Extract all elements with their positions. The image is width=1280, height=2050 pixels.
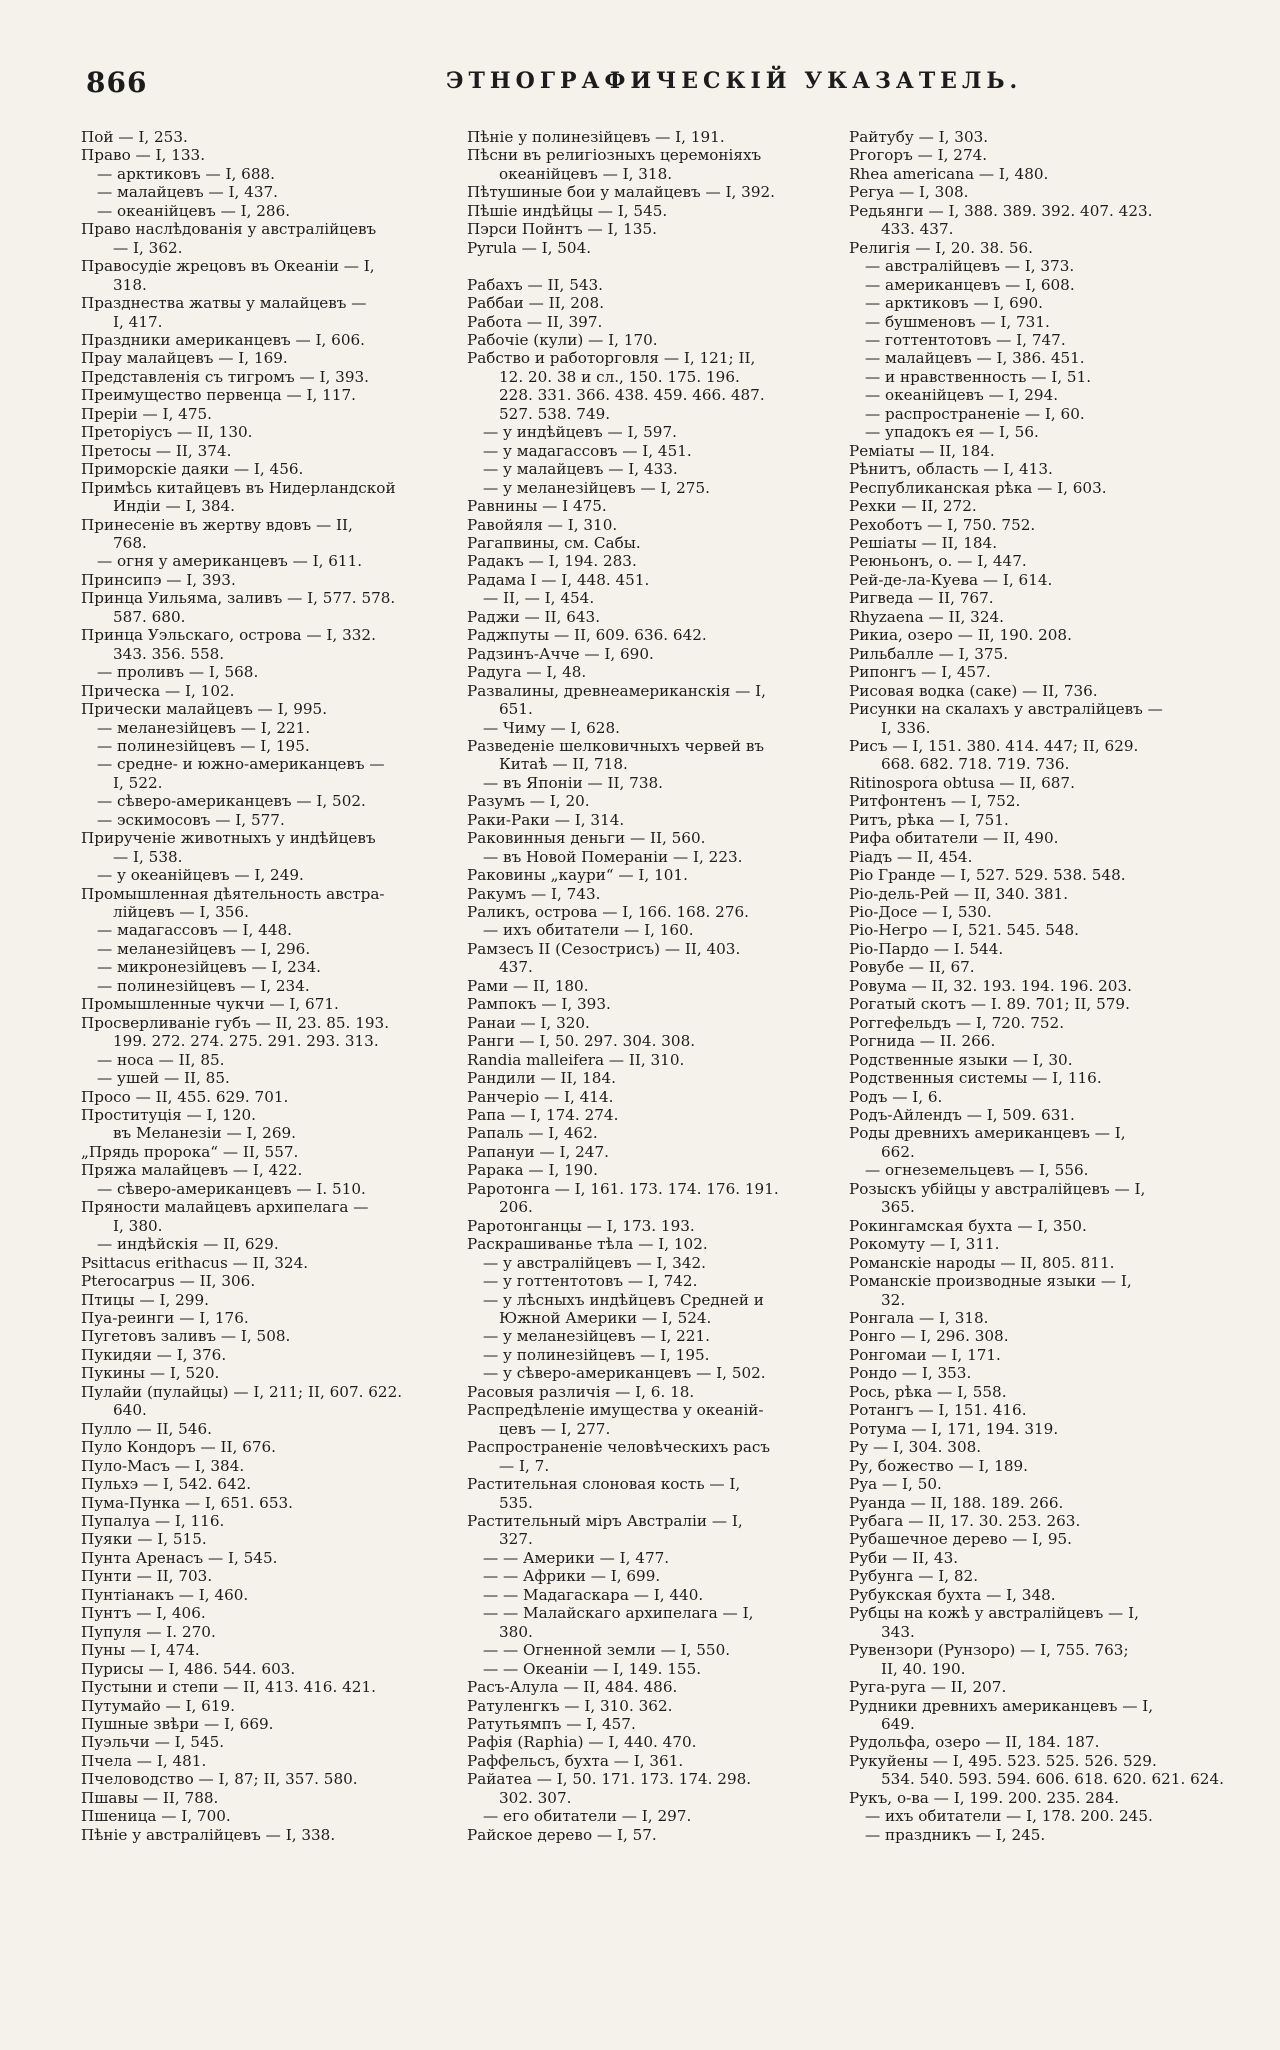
- index-entry: Пчеловодство — I, 87; II, 357. 580.: [81, 1770, 358, 1789]
- index-entry: Пуяки — I, 515.: [81, 1530, 207, 1549]
- index-entry: Преріи — I, 475.: [81, 404, 212, 423]
- index-entry: Рукуйены — I, 495. 523. 525. 526. 529.: [849, 1751, 1157, 1770]
- index-subentry: — сѣверо-американцевъ — I, 502.: [97, 792, 366, 811]
- index-entry: Рисъ — I, 151. 380. 414. 447; II, 629.: [849, 736, 1139, 755]
- index-subentry: — меланезійцевъ — I, 296.: [97, 939, 311, 958]
- index-entry-continuation: Китаѣ — II, 718.: [499, 755, 628, 774]
- index-entry: Рафія (Raphia) — I, 440. 470.: [467, 1733, 697, 1752]
- index-entry: Регуа — I, 308.: [849, 183, 969, 202]
- index-entry: Раскрашиванье тѣла — I, 102.: [467, 1235, 708, 1254]
- index-entry: Рабахъ — II, 543.: [467, 275, 604, 294]
- index-subentry: — Чиму — I, 628.: [483, 718, 620, 737]
- index-entry: Ритъ, рѣка — I, 751.: [849, 810, 1009, 829]
- index-entry: Пушные звѣри — I, 669.: [81, 1714, 274, 1733]
- index-entry-continuation: 534. 540. 593. 594. 606. 618. 620. 621. 624.: [881, 1770, 1224, 1789]
- index-entry: Randia malleifera — II, 310.: [467, 1050, 685, 1069]
- index-entry: Развалины, древнеамериканскія — I,: [467, 681, 766, 700]
- index-entry: Радакъ — I, 194. 283.: [467, 552, 637, 571]
- index-entry: Расовыя различія — I, 6. 18.: [467, 1382, 695, 1401]
- index-entry: Раковинныя деньги — II, 560.: [467, 829, 706, 848]
- page-header: [86, 66, 1206, 106]
- index-entry: Рипонгъ — I, 457.: [849, 663, 991, 682]
- index-entry: Пчела — I, 481.: [81, 1751, 207, 1770]
- index-entry-continuation: цевъ — I, 277.: [499, 1419, 611, 1438]
- index-entry: Рогатый скотъ — I. 89. 701; II, 579.: [849, 995, 1130, 1014]
- index-entry: Раротонганцы — I, 173. 193.: [467, 1216, 695, 1235]
- index-entry-continuation: 437.: [499, 958, 533, 977]
- index-entry-continuation: 535.: [499, 1493, 533, 1512]
- index-subentry: — у океанійцевъ — I, 249.: [97, 866, 304, 885]
- index-entry: Принесеніе въ жертву вдовъ — II,: [81, 515, 353, 534]
- index-entry: Ровума — II, 32. 193. 194. 196. 203.: [849, 976, 1132, 995]
- index-entry: Реміаты — II, 184.: [849, 441, 995, 460]
- index-subentry: — полинезійцевъ — I, 195.: [97, 736, 310, 755]
- index-subentry: — ушей — II, 85.: [97, 1069, 230, 1088]
- index-entry: Просверливаніе губъ — II, 23. 85. 193.: [81, 1013, 390, 1032]
- index-subentry: — упадокъ ея — I, 56.: [865, 423, 1039, 442]
- index-subentry: — — Америки — I, 477.: [483, 1548, 670, 1567]
- index-entry: Руанда — II, 188. 189. 266.: [849, 1493, 1064, 1512]
- index-entry: Rhyzaena — II, 324.: [849, 607, 1004, 626]
- index-entry: Пупалуа — I, 116.: [81, 1511, 225, 1530]
- index-entry: Пѣшіе индѣйцы — I, 545.: [467, 201, 668, 220]
- index-entry: Ранчеріо — I, 414.: [467, 1087, 614, 1106]
- index-entry: Ру — I, 304. 308.: [849, 1438, 982, 1457]
- index-entry: Расъ-Алула — II, 484. 486.: [467, 1678, 678, 1697]
- index-entry: Райское дерево — I, 57.: [467, 1825, 657, 1844]
- index-entry-continuation: 768.: [113, 533, 147, 552]
- index-entry: Рисунки на скалахъ у австралійцевъ —: [849, 700, 1163, 719]
- index-entry: Пѣніе у полинезійцевъ — I, 191.: [467, 128, 725, 146]
- index-subentry: — и нравственность — I, 51.: [865, 367, 1092, 386]
- index-entry: Проституція — I, 120.: [81, 1106, 256, 1125]
- index-entry: Пустыни и степи — II, 413. 416. 421.: [81, 1678, 376, 1697]
- index-subentry: — въ Японіи — II, 738.: [483, 773, 664, 792]
- index-subentry: — — Океаніи — I, 149. 155.: [483, 1659, 702, 1678]
- index-entry: Принца Уэльскаго, острова — I, 332.: [81, 626, 376, 645]
- index-entry-continuation: 587. 680.: [113, 607, 186, 626]
- index-entry: Ритфонтенъ — I, 752.: [849, 792, 1021, 811]
- index-subentry: — бушменовъ — I, 731.: [865, 312, 1050, 331]
- index-entry: Пума-Пунка — I, 651. 653.: [81, 1493, 293, 1512]
- index-entry-continuation: I, 336.: [881, 718, 931, 737]
- index-subentry: — арктиковъ — I, 688.: [97, 164, 275, 183]
- index-entry: Ріо-Досе — I, 530.: [849, 903, 992, 922]
- index-entry: Пульхэ — I, 542. 642.: [81, 1475, 252, 1494]
- index-entry-continuation: 343. 356. 558.: [113, 644, 225, 663]
- index-entry: Ригведа — II, 767.: [849, 589, 994, 608]
- page-number: 866: [86, 66, 148, 99]
- index-entry: Рогнида — II. 266.: [849, 1032, 996, 1051]
- index-entry: Рудники древнихъ американцевъ — I,: [849, 1696, 1154, 1715]
- index-entry: Представленія съ тигромъ — I, 393.: [81, 367, 369, 386]
- index-entry: Ранаи — I, 320.: [467, 1013, 590, 1032]
- index-entry: Райатеа — I, 50. 171. 173. 174. 298.: [467, 1770, 752, 1789]
- index-entry: Растительная слоновая кость — I,: [467, 1475, 741, 1494]
- index-subentry: — у готтентотовъ — I, 742.: [483, 1272, 698, 1291]
- index-entry-continuation: Индіи — I, 384.: [113, 497, 236, 516]
- index-entry: Рамзесъ II (Сезострисъ) — II, 403.: [467, 939, 741, 958]
- index-entry: Пряности малайцевъ архипелага —: [81, 1198, 369, 1217]
- index-entry: Пунта Аренасъ — I, 545.: [81, 1548, 278, 1567]
- index-entry: Роды древнихъ американцевъ — I,: [849, 1124, 1126, 1143]
- index-entry-continuation: 668. 682. 718. 719. 736.: [881, 755, 1070, 774]
- index-entry: Рубашечное дерево — I, 95.: [849, 1530, 1072, 1549]
- index-entry: Руга-руга — II, 207.: [849, 1678, 1007, 1697]
- index-entry-continuation: лійцевъ — I, 356.: [113, 903, 249, 922]
- index-entry: Романскіе народы — II, 805. 811.: [849, 1253, 1115, 1272]
- index-entry: Пѣтушиные бои у малайцевъ — I, 392.: [467, 183, 775, 202]
- index-entry: Рабочіе (кули) — I, 170.: [467, 330, 658, 349]
- index-entry: Преторіусъ — II, 130.: [81, 423, 253, 442]
- index-entry: Пунтіанакъ — I, 460.: [81, 1585, 249, 1604]
- index-entry-continuation: 649.: [881, 1714, 915, 1733]
- index-entry-continuation: 527. 538. 749.: [499, 404, 611, 423]
- index-entry: Пунти — II, 703.: [81, 1567, 213, 1586]
- index-subentry: — океанійцевъ — I, 294.: [865, 386, 1059, 405]
- index-entry-continuation: 433. 437.: [881, 220, 954, 239]
- index-subentry: — австралійцевъ — I, 373.: [865, 257, 1075, 276]
- index-entry: Растительный міръ Австраліи — I,: [467, 1511, 743, 1530]
- index-entry-continuation: 327.: [499, 1530, 533, 1549]
- index-entry: Раббаи — II, 208.: [467, 294, 605, 313]
- index-entry: Разведеніе шелковичныхъ червей въ: [467, 736, 765, 755]
- index-subentry: — индѣйскія — II, 629.: [97, 1235, 279, 1254]
- index-subentry: — у меланезійцевъ — I, 275.: [483, 478, 710, 497]
- index-entry: Радзинъ-Ачче — I, 690.: [467, 644, 654, 663]
- index-entry: Раджи — II, 643.: [467, 607, 601, 626]
- index-subentry: — — Огненной земли — I, 550.: [483, 1641, 731, 1660]
- index-subentry: — распространеніе — I, 60.: [865, 404, 1085, 423]
- index-column-2: [467, 128, 845, 1844]
- index-entry: Рапаль — I, 462.: [467, 1124, 598, 1143]
- index-entry: Ротангъ — I, 151. 416.: [849, 1401, 1027, 1420]
- index-entry: Пой — I, 253.: [81, 128, 188, 146]
- index-subentry: — меланезійцевъ — I, 221.: [97, 718, 311, 737]
- index-subentry: — ихъ обитатели — I, 160.: [483, 921, 694, 940]
- index-entry-continuation: II, 40. 190.: [881, 1659, 966, 1678]
- index-entry: Ру, божество — I, 189.: [849, 1456, 1028, 1475]
- index-entry: Райтубу — I, 303.: [849, 128, 989, 146]
- index-subentry: — — Мадагаскара — I, 440.: [483, 1585, 704, 1604]
- index-entry: Раковины „каури“ — I, 101.: [467, 866, 688, 885]
- index-entry: Рукъ, о-ва — I, 199. 200. 235. 284.: [849, 1788, 1120, 1807]
- index-entry: Рикиа, озеро — II, 190. 208.: [849, 626, 1072, 645]
- index-entry-continuation: 318.: [113, 275, 147, 294]
- index-entry: Ріадъ — II, 454.: [849, 847, 973, 866]
- index-entry: Рондо — I, 353.: [849, 1364, 972, 1383]
- index-subentry: — II, — I, 454.: [483, 589, 595, 608]
- index-entry: Разумъ — I, 20.: [467, 792, 590, 811]
- index-entry: Радуга — I, 48.: [467, 663, 587, 682]
- index-entry: Примѣсь китайцевъ въ Нидерландской: [81, 478, 396, 497]
- index-entry-continuation: — I, 538.: [113, 847, 183, 866]
- index-entry-continuation: — I, 362.: [113, 238, 183, 257]
- index-entry: Пулайи (пулайцы) — I, 211; II, 607. 622.: [81, 1382, 403, 1401]
- index-entry: Рубцы на кожѣ у австралійцевъ — I,: [849, 1604, 1139, 1623]
- index-column-3: [849, 128, 1227, 1844]
- index-entry: Рами — II, 180.: [467, 976, 589, 995]
- index-subentry: — полинезійцевъ — I, 234.: [97, 976, 310, 995]
- index-entry: Прау малайцевъ — I, 169.: [81, 349, 288, 368]
- index-entry: Ронгала — I, 318.: [849, 1309, 989, 1327]
- index-subentry: — малайцевъ — I, 386. 451.: [865, 349, 1085, 368]
- index-entry-continuation: 302. 307.: [499, 1788, 572, 1807]
- index-entry: Рехоботъ — I, 750. 752.: [849, 515, 1036, 534]
- index-entry: Розыскъ убійцы у австралійцевъ — I,: [849, 1179, 1146, 1198]
- index-entry-continuation: 365.: [881, 1198, 915, 1217]
- index-subentry: — у сѣверо-американцевъ — I, 502.: [483, 1364, 766, 1383]
- index-entry: Родъ — I, 6.: [849, 1087, 943, 1106]
- index-entry: Psittacus erithacus — II, 324.: [81, 1253, 309, 1272]
- index-entry: Рандили — II, 184.: [467, 1069, 616, 1088]
- index-entry: Рильбалле — I, 375.: [849, 644, 1009, 663]
- index-entry: Пулло — II, 546.: [81, 1419, 212, 1438]
- index-entry: Рось, рѣка — I, 558.: [849, 1382, 1007, 1401]
- index-subentry: — — Малайскаго архипелага — I,: [483, 1604, 754, 1623]
- index-entry: Рапа — I, 174. 274.: [467, 1106, 619, 1125]
- index-entry: Пурисы — I, 486. 544. 603.: [81, 1659, 296, 1678]
- index-entry: Приморскіе даяки — I, 456.: [81, 460, 304, 479]
- index-column-1: [81, 128, 459, 1844]
- index-entry: Пряжа малайцевъ — I, 422.: [81, 1161, 303, 1180]
- index-entry: Пуэльчи — I, 545.: [81, 1733, 225, 1752]
- index-entry: Равойяля — I, 310.: [467, 515, 618, 534]
- index-subentry: — у австралійцевъ — I, 342.: [483, 1253, 706, 1272]
- index-entry-continuation: 651.: [499, 700, 533, 719]
- index-entry-continuation: 380.: [499, 1622, 533, 1641]
- index-entry: Ritinospora obtusa — II, 687.: [849, 773, 1075, 792]
- index-entry: Рифа обитатели — II, 490.: [849, 829, 1059, 848]
- index-entry: Рабство и работорговля — I, 121; II,: [467, 349, 756, 368]
- index-entry: Рокингамская бухта — I, 350.: [849, 1216, 1087, 1235]
- index-entry: Равнины — I 475.: [467, 497, 607, 516]
- index-entry: Пуа-реинги — I, 176.: [81, 1309, 249, 1327]
- index-entry: Руби — II, 43.: [849, 1548, 959, 1567]
- index-subentry: — праздникъ — I, 245.: [865, 1825, 1046, 1844]
- index-entry: Пѣніе у австралійцевъ — I, 338.: [81, 1825, 336, 1844]
- index-entry: Романскіе производные языки — I,: [849, 1272, 1132, 1291]
- index-subentry: — готтентотовъ — I, 747.: [865, 330, 1066, 349]
- index-entry: Пукины — I, 520.: [81, 1364, 220, 1383]
- index-entry: Рагапвины, см. Сабы.: [467, 533, 641, 552]
- index-entry: „Прядь пророка“ — II, 557.: [81, 1142, 299, 1161]
- index-entry: Ратуленгкъ — I, 310. 362.: [467, 1696, 673, 1715]
- index-subentry: — у индѣйцевъ — I, 597.: [483, 423, 677, 442]
- index-entry-continuation: Южной Америки — I, 524.: [499, 1309, 712, 1327]
- index-entry-continuation: океанійцевъ — I, 318.: [499, 164, 673, 183]
- index-entry: Реюньонъ, о. — I, 447.: [849, 552, 1027, 571]
- index-entry: Ронго — I, 296. 308.: [849, 1327, 1009, 1346]
- index-entry: Ракумъ — I, 743.: [467, 884, 601, 903]
- index-subentry: — ихъ обитатели — I, 178. 200. 245.: [865, 1807, 1153, 1826]
- index-entry-continuation: 199. 272. 274. 275. 291. 293. 313.: [113, 1032, 379, 1051]
- index-entry: Раликъ, острова — I, 166. 168. 276.: [467, 903, 749, 922]
- index-entry: Пупуля — I. 270.: [81, 1622, 216, 1641]
- index-entry: Пшеница — I, 700.: [81, 1807, 231, 1826]
- index-entry: Rhea americana — I, 480.: [849, 164, 1049, 183]
- index-entry: Празднества жатвы у малайцевъ —: [81, 294, 367, 313]
- index-entry: Ріо-Пардо — I. 544.: [849, 939, 1004, 958]
- index-entry: Пукидяи — I, 376.: [81, 1345, 227, 1364]
- index-subentry: — огнеземельцевъ — I, 556.: [865, 1161, 1089, 1180]
- index-entry: Ріо Гранде — I, 527. 529. 538. 548.: [849, 866, 1126, 885]
- index-entry: Право — I, 133.: [81, 146, 206, 165]
- index-entry: Редьянги — I, 388. 389. 392. 407. 423.: [849, 201, 1153, 220]
- index-entry: Пуло Кондоръ — II, 676.: [81, 1438, 277, 1457]
- index-subentry: — микронезійцевъ — I, 234.: [97, 958, 321, 977]
- index-entry: Принсипэ — I, 393.: [81, 570, 236, 589]
- index-entry: Прическа — I, 102.: [81, 681, 235, 700]
- index-subentry: — малайцевъ — I, 437.: [97, 183, 278, 202]
- index-entry: [467, 257, 845, 275]
- index-entry: Ратутьямпъ — I, 457.: [467, 1714, 636, 1733]
- index-entry: Раффельсъ, бухта — I, 361.: [467, 1751, 684, 1770]
- index-entry: Пѣсни въ религіозныхъ церемоніяхъ: [467, 146, 762, 165]
- index-entry: Пуло-Масъ — I, 384.: [81, 1456, 245, 1475]
- index-entry: Пунтъ — I, 406.: [81, 1604, 206, 1623]
- index-entry: Рампокъ — I, 393.: [467, 995, 611, 1014]
- index-entry: Ронгомаи — I, 171.: [849, 1345, 1001, 1364]
- index-entry-continuation: I, 522.: [113, 773, 163, 792]
- index-entry: Ротума — I, 171, 194. 319.: [849, 1419, 1059, 1438]
- index-entry: Промышленная дѣятельность австра-: [81, 884, 385, 903]
- index-entry: Преимущество первенца — I, 117.: [81, 386, 356, 405]
- index-entry: Раджпуты — II, 609. 636. 642.: [467, 626, 707, 645]
- index-entry: Религія — I, 20. 38. 56.: [849, 238, 1033, 257]
- index-entry: Просо — II, 455. 629. 701.: [81, 1087, 289, 1106]
- index-entry: Рубукская бухта — I, 348.: [849, 1585, 1056, 1604]
- index-entry: Рисовая водка (саке) — II, 736.: [849, 681, 1098, 700]
- index-subentry: — у мадагассовъ — I, 451.: [483, 441, 692, 460]
- index-entry: Раротонга — I, 161. 173. 174. 176. 191.: [467, 1179, 779, 1198]
- index-subentry: — проливъ — I, 568.: [97, 663, 259, 682]
- index-entry: Родственныя системы — I, 116.: [849, 1069, 1102, 1088]
- index-entry: Принца Уильяма, заливъ — I, 577. 578.: [81, 589, 396, 608]
- index-entry: Путумайо — I, 619.: [81, 1696, 235, 1715]
- index-entry: Республиканская рѣка — I, 603.: [849, 478, 1107, 497]
- index-entry: Птицы — I, 299.: [81, 1290, 209, 1309]
- index-entry: Пэрси Пойнтъ — I, 135.: [467, 220, 657, 239]
- index-entry-continuation: I, 380.: [113, 1216, 163, 1235]
- index-entry: Руа — I, 50.: [849, 1475, 942, 1494]
- index-entry: Распредѣленіе имущества у океаній-: [467, 1401, 764, 1420]
- index-entry: Распространеніе человѣческихъ расъ: [467, 1438, 771, 1457]
- index-subentry: — сѣверо-американцевъ — I. 510.: [97, 1179, 366, 1198]
- index-entry-continuation: 12. 20. 38 и сл., 150. 175. 196.: [499, 367, 740, 386]
- index-subentry: — у меланезійцевъ — I, 221.: [483, 1327, 710, 1346]
- index-entry-continuation: 206.: [499, 1198, 533, 1217]
- index-entry: Рокомуту — I, 311.: [849, 1235, 1000, 1254]
- index-entry: Pyrula — I, 504.: [467, 238, 592, 257]
- index-entry: Ровубе — II, 67.: [849, 958, 975, 977]
- index-entry: Работа — II, 397.: [467, 312, 603, 331]
- running-title: ЭТНОГРАФИЧЕСКІЙ УКАЗАТЕЛЬ.: [446, 68, 1023, 94]
- index-entry: Рехки — II, 272.: [849, 497, 977, 516]
- index-entry-continuation: — I, 7.: [499, 1456, 550, 1475]
- index-entry-continuation: въ Меланезіи — I, 269.: [113, 1124, 296, 1143]
- index-entry: Pterocarpus — II, 306.: [81, 1272, 256, 1291]
- index-entry: Прически малайцевъ — I, 995.: [81, 700, 328, 719]
- index-entry: Промышленные чукчи — I, 671.: [81, 995, 339, 1014]
- index-subentry: — его обитатели — I, 297.: [483, 1807, 692, 1826]
- index-subentry: — у лѣсныхъ индѣйцевъ Средней и: [483, 1290, 764, 1309]
- index-entry: Родственные языки — I, 30.: [849, 1050, 1073, 1069]
- index-subentry: — огня у американцевъ — I, 611.: [97, 552, 363, 571]
- index-entry: Рубунга — I, 82.: [849, 1567, 979, 1586]
- index-entry: Ріо-дель-Рей — II, 340. 381.: [849, 884, 1069, 903]
- index-entry: Правосудіе жрецовъ въ Океаніи — I,: [81, 257, 375, 276]
- index-entry-continuation: 662.: [881, 1142, 915, 1161]
- index-entry: Рубага — II, 17. 30. 253. 263.: [849, 1511, 1081, 1530]
- index-entry: Пуны — I, 474.: [81, 1641, 200, 1660]
- index-entry: Прирученіе животныхъ у индѣйцевъ: [81, 829, 376, 848]
- index-entry: Ргогоръ — I, 274.: [849, 146, 988, 165]
- index-entry: Решіаты — II, 184.: [849, 533, 998, 552]
- index-entry: Радама I — I, 448. 451.: [467, 570, 650, 589]
- index-entry-continuation: I, 417.: [113, 312, 163, 331]
- index-entry-continuation: 343.: [881, 1622, 915, 1641]
- index-entry: Рудольфа, озеро — II, 184. 187.: [849, 1733, 1100, 1752]
- index-subentry: — океанійцевъ — I, 286.: [97, 201, 291, 220]
- index-subentry: — носа — II, 85.: [97, 1050, 225, 1069]
- index-subentry: — арктиковъ — I, 690.: [865, 294, 1043, 313]
- index-subentry: — мадагассовъ — I, 448.: [97, 921, 292, 940]
- index-subentry: — у малайцевъ — I, 433.: [483, 460, 678, 479]
- index-entry-continuation: 32.: [881, 1290, 906, 1309]
- index-entry: Рѣнитъ, область — I, 413.: [849, 460, 1053, 479]
- index-entry: Рей-де-ла-Куева — I, 614.: [849, 570, 1053, 589]
- index-entry: Ранги — I, 50. 297. 304. 308.: [467, 1032, 696, 1051]
- index-entry: Рарака — I, 190.: [467, 1161, 598, 1180]
- index-entry: Рувензори (Рунзоро) — I, 755. 763;: [849, 1641, 1129, 1660]
- index-entry: Родъ-Айлендъ — I, 509. 631.: [849, 1106, 1075, 1125]
- index-entry: Право наслѣдованія у австралійцевъ: [81, 220, 377, 239]
- index-entry: Праздники американцевъ — I, 606.: [81, 330, 365, 349]
- index-entry: Претосы — II, 374.: [81, 441, 232, 460]
- index-entry: Пшавы — II, 788.: [81, 1788, 219, 1807]
- index-entry-continuation: 228. 331. 366. 438. 459. 466. 487.: [499, 386, 765, 405]
- index-entry: Роггефельдъ — I, 720. 752.: [849, 1013, 1065, 1032]
- index-entry: Раки-Раки — I, 314.: [467, 810, 625, 829]
- index-subentry: — въ Новой Помераніи — I, 223.: [483, 847, 743, 866]
- index-entry: Пугетовъ заливъ — I, 508.: [81, 1327, 291, 1346]
- index-subentry: — — Африки — I, 699.: [483, 1567, 661, 1586]
- index-entry: Ріо-Негро — I, 521. 545. 548.: [849, 921, 1080, 940]
- index-subentry: — у полинезійцевъ — I, 195.: [483, 1345, 710, 1364]
- index-entry-continuation: 640.: [113, 1401, 147, 1420]
- index-subentry: — средне- и южно-американцевъ —: [97, 755, 385, 774]
- index-subentry: — эскимосовъ — I, 577.: [97, 810, 285, 829]
- index-subentry: — американцевъ — I, 608.: [865, 275, 1075, 294]
- index-entry: Рапануи — I, 247.: [467, 1142, 609, 1161]
